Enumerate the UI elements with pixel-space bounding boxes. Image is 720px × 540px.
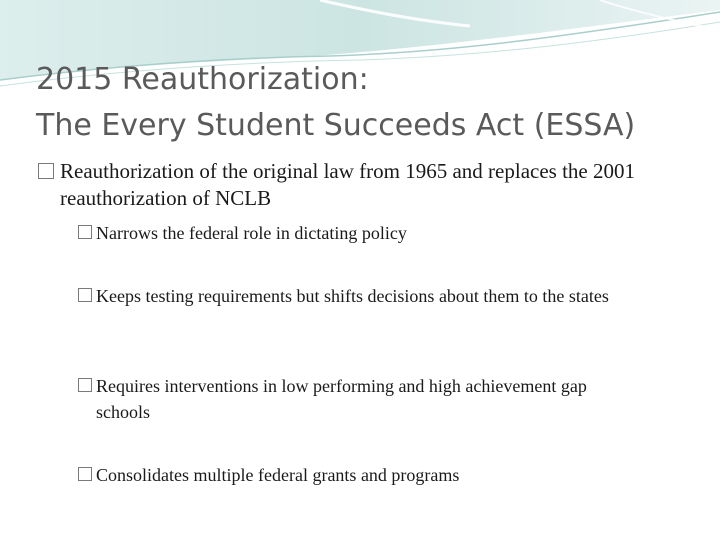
bullet-text: Reauthorization of the original law from 1965 and replaces the 2001 reauthorization of NCLB (60, 159, 635, 210)
bullet-item (38, 158, 688, 212)
bullet-text: Requires interventions in low performing and high achievement gap schools (96, 376, 587, 422)
slide-title-line-1: 2015 Reauthorization: (36, 62, 369, 97)
bullet-box-icon (78, 467, 92, 481)
bullet-box-icon (38, 163, 54, 179)
bullet-box-icon (78, 378, 92, 392)
sub-bullet-item (78, 283, 678, 309)
bullet-text: Narrows the federal role in dictating policy (96, 223, 407, 243)
bullet-text: Keeps testing requirements but shifts decisions about them to the states (96, 286, 609, 306)
bullet-box-icon (78, 288, 92, 302)
sub-bullet-item (78, 220, 678, 246)
sub-bullet-item (78, 462, 678, 488)
bullet-text: Consolidates multiple federal grants and programs (96, 465, 460, 485)
sub-bullet-item (78, 373, 598, 425)
slide-title-line-2: The Every Student Succeeds Act (ESSA) (36, 108, 636, 143)
bullet-box-icon (78, 225, 92, 239)
